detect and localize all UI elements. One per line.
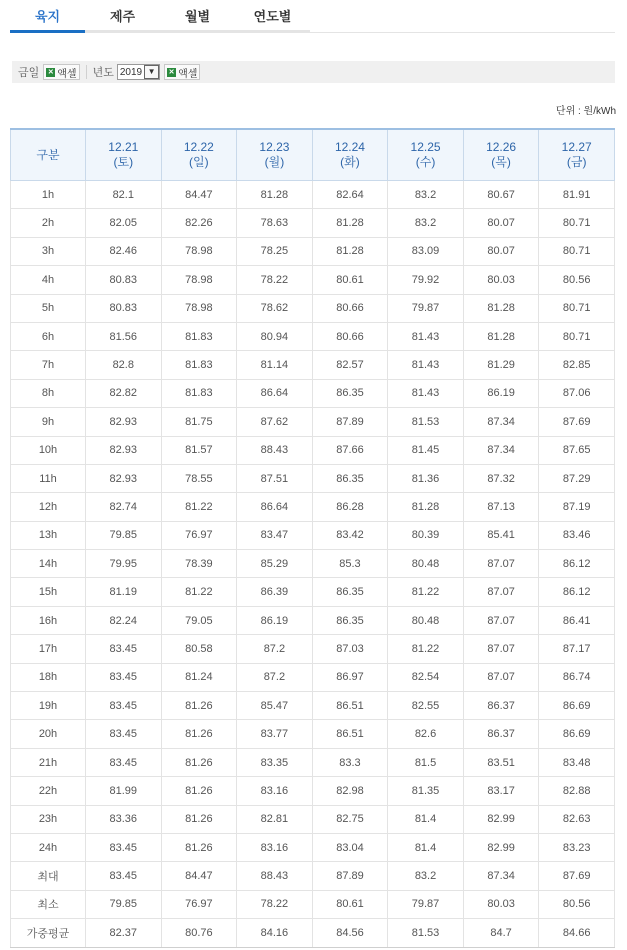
row-label: 11h bbox=[11, 464, 86, 492]
price-cell: 83.45 bbox=[86, 748, 162, 776]
header-date: 12.24 bbox=[334, 140, 365, 154]
price-cell: 81.28 bbox=[463, 294, 539, 322]
price-cell: 83.48 bbox=[539, 748, 615, 776]
price-cell: 82.64 bbox=[312, 181, 388, 209]
price-cell: 82.57 bbox=[312, 351, 388, 379]
table-row bbox=[11, 493, 615, 521]
price-cell: 86.64 bbox=[237, 379, 313, 407]
price-cell: 79.87 bbox=[388, 294, 464, 322]
price-cell: 81.53 bbox=[388, 919, 464, 947]
price-cell: 80.67 bbox=[463, 181, 539, 209]
price-cell: 82.05 bbox=[86, 209, 162, 237]
table-row bbox=[11, 635, 615, 663]
price-cell: 87.29 bbox=[539, 464, 615, 492]
price-cell: 82.54 bbox=[388, 663, 464, 691]
price-cell: 81.22 bbox=[161, 578, 237, 606]
price-cell: 78.22 bbox=[237, 266, 313, 294]
price-cell: 82.55 bbox=[388, 692, 464, 720]
header-day bbox=[237, 129, 313, 181]
price-cell: 83.09 bbox=[388, 237, 464, 265]
price-cell: 79.87 bbox=[388, 890, 464, 918]
price-cell: 86.69 bbox=[539, 692, 615, 720]
price-cell: 86.12 bbox=[539, 578, 615, 606]
row-label: 4h bbox=[11, 266, 86, 294]
price-cell: 82.75 bbox=[312, 805, 388, 833]
price-cell: 81.4 bbox=[388, 805, 464, 833]
price-cell: 83.47 bbox=[237, 521, 313, 549]
table-row bbox=[11, 436, 615, 464]
price-cell: 83.04 bbox=[312, 833, 388, 861]
price-cell: 81.28 bbox=[463, 322, 539, 350]
price-cell: 81.28 bbox=[237, 181, 313, 209]
price-cell: 87.65 bbox=[539, 436, 615, 464]
price-cell: 83.16 bbox=[237, 777, 313, 805]
table-row bbox=[11, 777, 615, 805]
price-cell: 86.35 bbox=[312, 606, 388, 634]
price-cell: 84.7 bbox=[463, 919, 539, 947]
price-cell: 80.71 bbox=[539, 294, 615, 322]
table-row bbox=[11, 692, 615, 720]
price-cell: 83.45 bbox=[86, 720, 162, 748]
row-label: 최대 bbox=[11, 862, 86, 890]
tabs-divider bbox=[310, 32, 615, 33]
price-cell: 83.45 bbox=[86, 862, 162, 890]
price-cell: 81.83 bbox=[161, 322, 237, 350]
row-label: 3h bbox=[11, 237, 86, 265]
price-cell: 87.07 bbox=[463, 606, 539, 634]
price-cell: 81.57 bbox=[161, 436, 237, 464]
price-cell: 86.39 bbox=[237, 578, 313, 606]
price-cell: 81.22 bbox=[161, 493, 237, 521]
price-cell: 81.35 bbox=[388, 777, 464, 805]
row-label: 16h bbox=[11, 606, 86, 634]
price-cell: 79.85 bbox=[86, 890, 162, 918]
row-label: 8h bbox=[11, 379, 86, 407]
header-weekday: (목) bbox=[491, 155, 511, 169]
table-body bbox=[11, 181, 615, 948]
price-cell: 81.26 bbox=[161, 692, 237, 720]
price-cell: 81.43 bbox=[388, 379, 464, 407]
region-tabs bbox=[10, 0, 310, 33]
price-cell: 87.34 bbox=[463, 408, 539, 436]
table-row bbox=[11, 351, 615, 379]
price-cell: 80.07 bbox=[463, 209, 539, 237]
price-cell: 87.19 bbox=[539, 493, 615, 521]
header-date: 12.21 bbox=[108, 140, 139, 154]
today-label: 금일 bbox=[18, 67, 40, 79]
header-weekday: (월) bbox=[264, 155, 285, 169]
table-row bbox=[11, 862, 615, 890]
row-label: 2h bbox=[11, 209, 86, 237]
price-cell: 82.93 bbox=[86, 464, 162, 492]
price-cell: 83.45 bbox=[86, 833, 162, 861]
price-cell: 87.03 bbox=[312, 635, 388, 663]
row-label: 17h bbox=[11, 635, 86, 663]
header-weekday: (토) bbox=[113, 155, 134, 169]
header-day bbox=[86, 129, 162, 181]
table-row bbox=[11, 919, 615, 947]
price-cell: 80.03 bbox=[463, 890, 539, 918]
price-cell: 87.62 bbox=[237, 408, 313, 436]
price-cell: 81.4 bbox=[388, 833, 464, 861]
header-date: 12.26 bbox=[486, 140, 517, 154]
header-category: 구분 bbox=[11, 129, 86, 181]
table-row bbox=[11, 237, 615, 265]
price-cell: 87.34 bbox=[463, 862, 539, 890]
price-cell: 82.85 bbox=[539, 351, 615, 379]
row-label: 24h bbox=[11, 833, 86, 861]
price-cell: 82.74 bbox=[86, 493, 162, 521]
price-cell: 82.46 bbox=[86, 237, 162, 265]
row-label: 가중평균 bbox=[11, 919, 86, 947]
price-cell: 81.75 bbox=[161, 408, 237, 436]
table-row bbox=[11, 805, 615, 833]
price-cell: 78.98 bbox=[161, 266, 237, 294]
price-cell: 82.93 bbox=[86, 408, 162, 436]
price-cell: 80.58 bbox=[161, 635, 237, 663]
price-cell: 87.13 bbox=[463, 493, 539, 521]
price-cell: 81.91 bbox=[539, 181, 615, 209]
price-cell: 86.74 bbox=[539, 663, 615, 691]
price-cell: 81.26 bbox=[161, 720, 237, 748]
price-cell: 81.14 bbox=[237, 351, 313, 379]
price-cell: 85.47 bbox=[237, 692, 313, 720]
table-row bbox=[11, 408, 615, 436]
header-date: 12.25 bbox=[410, 140, 441, 154]
price-cell: 81.28 bbox=[312, 237, 388, 265]
price-cell: 80.71 bbox=[539, 322, 615, 350]
table-row bbox=[11, 833, 615, 861]
table-row bbox=[11, 550, 615, 578]
table-row bbox=[11, 464, 615, 492]
price-cell: 87.34 bbox=[463, 436, 539, 464]
price-cell: 82.81 bbox=[237, 805, 313, 833]
price-cell: 82.8 bbox=[86, 351, 162, 379]
price-cell: 86.51 bbox=[312, 692, 388, 720]
price-cell: 86.51 bbox=[312, 720, 388, 748]
price-cell: 81.22 bbox=[388, 578, 464, 606]
price-cell: 78.98 bbox=[161, 294, 237, 322]
price-cell: 84.66 bbox=[539, 919, 615, 947]
price-cell: 83.35 bbox=[237, 748, 313, 776]
row-label: 1h bbox=[11, 181, 86, 209]
year-excel-button[interactable] bbox=[164, 64, 200, 80]
price-cell: 78.55 bbox=[161, 464, 237, 492]
header-date: 12.22 bbox=[183, 140, 214, 154]
price-cell: 79.05 bbox=[161, 606, 237, 634]
price-cell: 76.97 bbox=[161, 890, 237, 918]
price-cell: 81.26 bbox=[161, 805, 237, 833]
table-row bbox=[11, 266, 615, 294]
price-cell: 82.99 bbox=[463, 833, 539, 861]
table-row bbox=[11, 322, 615, 350]
price-cell: 80.66 bbox=[312, 294, 388, 322]
excel-button-label: 액셀 bbox=[178, 68, 198, 80]
price-cell: 84.16 bbox=[237, 919, 313, 947]
price-cell: 80.48 bbox=[388, 606, 464, 634]
price-cell: 83.45 bbox=[86, 692, 162, 720]
price-cell: 83.23 bbox=[539, 833, 615, 861]
price-cell: 83.46 bbox=[539, 521, 615, 549]
price-cell: 87.89 bbox=[312, 862, 388, 890]
price-cell: 86.69 bbox=[539, 720, 615, 748]
table-row bbox=[11, 663, 615, 691]
table-row bbox=[11, 294, 615, 322]
table-header-row bbox=[11, 129, 615, 181]
price-cell: 86.19 bbox=[463, 379, 539, 407]
price-cell: 87.69 bbox=[539, 862, 615, 890]
price-cell: 88.43 bbox=[237, 436, 313, 464]
price-cell: 80.66 bbox=[312, 322, 388, 350]
price-cell: 87.07 bbox=[463, 635, 539, 663]
price-cell: 81.19 bbox=[86, 578, 162, 606]
price-cell: 81.5 bbox=[388, 748, 464, 776]
header-date: 12.27 bbox=[561, 140, 592, 154]
table-row bbox=[11, 606, 615, 634]
price-cell: 81.28 bbox=[312, 209, 388, 237]
price-cell: 83.3 bbox=[312, 748, 388, 776]
price-cell: 80.48 bbox=[388, 550, 464, 578]
price-cell: 80.39 bbox=[388, 521, 464, 549]
unit-label: 단위 : 원/kWh bbox=[555, 106, 616, 117]
price-cell: 86.37 bbox=[463, 692, 539, 720]
today-excel-button[interactable] bbox=[43, 64, 79, 80]
table-row bbox=[11, 521, 615, 549]
header-date: 12.23 bbox=[259, 140, 290, 154]
row-label: 20h bbox=[11, 720, 86, 748]
price-cell: 87.07 bbox=[463, 578, 539, 606]
price-cell: 80.76 bbox=[161, 919, 237, 947]
price-cell: 80.71 bbox=[539, 237, 615, 265]
price-cell: 81.45 bbox=[388, 436, 464, 464]
price-cell: 82.1 bbox=[86, 181, 162, 209]
price-cell: 82.93 bbox=[86, 436, 162, 464]
row-label: 7h bbox=[11, 351, 86, 379]
price-cell: 78.62 bbox=[237, 294, 313, 322]
price-cell: 82.98 bbox=[312, 777, 388, 805]
row-label: 최소 bbox=[11, 890, 86, 918]
excel-icon: ✕ bbox=[168, 68, 175, 76]
price-cell: 84.47 bbox=[161, 862, 237, 890]
price-cell: 78.22 bbox=[237, 890, 313, 918]
header-day bbox=[539, 129, 615, 181]
price-cell: 81.43 bbox=[388, 322, 464, 350]
price-cell: 86.12 bbox=[539, 550, 615, 578]
price-cell: 84.47 bbox=[161, 181, 237, 209]
price-cell: 78.63 bbox=[237, 209, 313, 237]
price-cell: 82.88 bbox=[539, 777, 615, 805]
toolbar-divider bbox=[86, 65, 87, 79]
price-cell: 79.95 bbox=[86, 550, 162, 578]
price-cell: 83.16 bbox=[237, 833, 313, 861]
price-cell: 81.22 bbox=[388, 635, 464, 663]
year-label: 년도 bbox=[92, 67, 114, 79]
chevron-down-icon: ▼ bbox=[144, 65, 159, 79]
row-label: 5h bbox=[11, 294, 86, 322]
table-row bbox=[11, 379, 615, 407]
year-select-value: 2019 bbox=[119, 66, 143, 78]
excel-button-label: 액셀 bbox=[57, 68, 77, 80]
price-cell: 81.36 bbox=[388, 464, 464, 492]
price-cell: 86.41 bbox=[539, 606, 615, 634]
price-cell: 82.82 bbox=[86, 379, 162, 407]
header-day bbox=[312, 129, 388, 181]
price-cell: 83.45 bbox=[86, 635, 162, 663]
price-cell: 87.32 bbox=[463, 464, 539, 492]
header-weekday: (일) bbox=[189, 155, 209, 169]
price-cell: 82.63 bbox=[539, 805, 615, 833]
header-day bbox=[161, 129, 237, 181]
price-cell: 87.07 bbox=[463, 663, 539, 691]
price-cell: 78.39 bbox=[161, 550, 237, 578]
table-row bbox=[11, 209, 615, 237]
table-row bbox=[11, 890, 615, 918]
filter-toolbar bbox=[12, 61, 615, 83]
price-cell: 79.92 bbox=[388, 266, 464, 294]
price-cell: 80.71 bbox=[539, 209, 615, 237]
price-cell: 82.99 bbox=[463, 805, 539, 833]
row-label: 12h bbox=[11, 493, 86, 521]
price-cell: 88.43 bbox=[237, 862, 313, 890]
price-cell: 87.06 bbox=[539, 379, 615, 407]
row-label: 14h bbox=[11, 550, 86, 578]
price-cell: 80.61 bbox=[312, 890, 388, 918]
price-cell: 83.45 bbox=[86, 663, 162, 691]
price-cell: 87.51 bbox=[237, 464, 313, 492]
price-cell: 83.36 bbox=[86, 805, 162, 833]
tab-monthly[interactable]: 월별 bbox=[160, 0, 235, 33]
tab-jeju[interactable]: 제주 bbox=[85, 0, 160, 33]
price-cell: 85.29 bbox=[237, 550, 313, 578]
price-cell: 80.83 bbox=[86, 294, 162, 322]
row-label: 22h bbox=[11, 777, 86, 805]
price-cell: 81.26 bbox=[161, 833, 237, 861]
price-cell: 83.2 bbox=[388, 862, 464, 890]
price-cell: 78.25 bbox=[237, 237, 313, 265]
table-row bbox=[11, 578, 615, 606]
price-cell: 86.35 bbox=[312, 379, 388, 407]
price-cell: 80.94 bbox=[237, 322, 313, 350]
row-label: 18h bbox=[11, 663, 86, 691]
price-cell: 82.37 bbox=[86, 919, 162, 947]
price-cell: 87.07 bbox=[463, 550, 539, 578]
price-cell: 80.61 bbox=[312, 266, 388, 294]
price-cell: 81.28 bbox=[388, 493, 464, 521]
price-cell: 85.3 bbox=[312, 550, 388, 578]
table-row bbox=[11, 720, 615, 748]
price-cell: 87.66 bbox=[312, 436, 388, 464]
price-cell: 80.03 bbox=[463, 266, 539, 294]
row-label: 21h bbox=[11, 748, 86, 776]
price-cell: 80.56 bbox=[539, 266, 615, 294]
price-cell: 86.35 bbox=[312, 578, 388, 606]
price-cell: 81.83 bbox=[161, 351, 237, 379]
price-cell: 81.26 bbox=[161, 777, 237, 805]
price-cell: 83.2 bbox=[388, 181, 464, 209]
price-cell: 87.2 bbox=[237, 663, 313, 691]
header-weekday: (수) bbox=[415, 155, 436, 169]
header-day bbox=[388, 129, 464, 181]
price-cell: 81.43 bbox=[388, 351, 464, 379]
price-cell: 82.24 bbox=[86, 606, 162, 634]
price-cell: 80.83 bbox=[86, 266, 162, 294]
price-cell: 87.89 bbox=[312, 408, 388, 436]
price-cell: 86.97 bbox=[312, 663, 388, 691]
price-cell: 81.24 bbox=[161, 663, 237, 691]
header-weekday: (금) bbox=[566, 155, 587, 169]
price-cell: 85.41 bbox=[463, 521, 539, 549]
price-cell: 82.26 bbox=[161, 209, 237, 237]
price-cell: 83.77 bbox=[237, 720, 313, 748]
row-label: 19h bbox=[11, 692, 86, 720]
table-row bbox=[11, 181, 615, 209]
price-cell: 86.28 bbox=[312, 493, 388, 521]
tab-yearly[interactable]: 연도별 bbox=[235, 0, 310, 33]
excel-icon: ✕ bbox=[47, 68, 54, 76]
price-cell: 82.6 bbox=[388, 720, 464, 748]
row-label: 10h bbox=[11, 436, 86, 464]
price-cell: 87.2 bbox=[237, 635, 313, 663]
price-cell: 86.37 bbox=[463, 720, 539, 748]
price-cell: 81.29 bbox=[463, 351, 539, 379]
price-cell: 81.26 bbox=[161, 748, 237, 776]
row-label: 23h bbox=[11, 805, 86, 833]
price-cell: 79.85 bbox=[86, 521, 162, 549]
year-select[interactable] bbox=[117, 64, 160, 80]
price-cell: 87.17 bbox=[539, 635, 615, 663]
price-cell: 80.07 bbox=[463, 237, 539, 265]
price-cell: 83.42 bbox=[312, 521, 388, 549]
table-row bbox=[11, 748, 615, 776]
price-cell: 81.56 bbox=[86, 322, 162, 350]
row-label: 15h bbox=[11, 578, 86, 606]
price-cell: 76.97 bbox=[161, 521, 237, 549]
header-day bbox=[463, 129, 539, 181]
price-cell: 83.51 bbox=[463, 748, 539, 776]
price-cell: 78.98 bbox=[161, 237, 237, 265]
price-cell: 86.35 bbox=[312, 464, 388, 492]
price-cell: 83.2 bbox=[388, 209, 464, 237]
price-cell: 81.99 bbox=[86, 777, 162, 805]
row-label: 6h bbox=[11, 322, 86, 350]
price-cell: 86.64 bbox=[237, 493, 313, 521]
price-cell: 80.56 bbox=[539, 890, 615, 918]
header-weekday: (화) bbox=[340, 155, 360, 169]
price-cell: 81.83 bbox=[161, 379, 237, 407]
price-cell: 83.17 bbox=[463, 777, 539, 805]
price-cell: 86.19 bbox=[237, 606, 313, 634]
price-cell: 81.53 bbox=[388, 408, 464, 436]
price-cell: 84.56 bbox=[312, 919, 388, 947]
tab-mainland[interactable]: 육지 bbox=[10, 0, 85, 33]
smp-price-table bbox=[10, 128, 615, 948]
row-label: 9h bbox=[11, 408, 86, 436]
price-cell: 87.69 bbox=[539, 408, 615, 436]
row-label: 13h bbox=[11, 521, 86, 549]
